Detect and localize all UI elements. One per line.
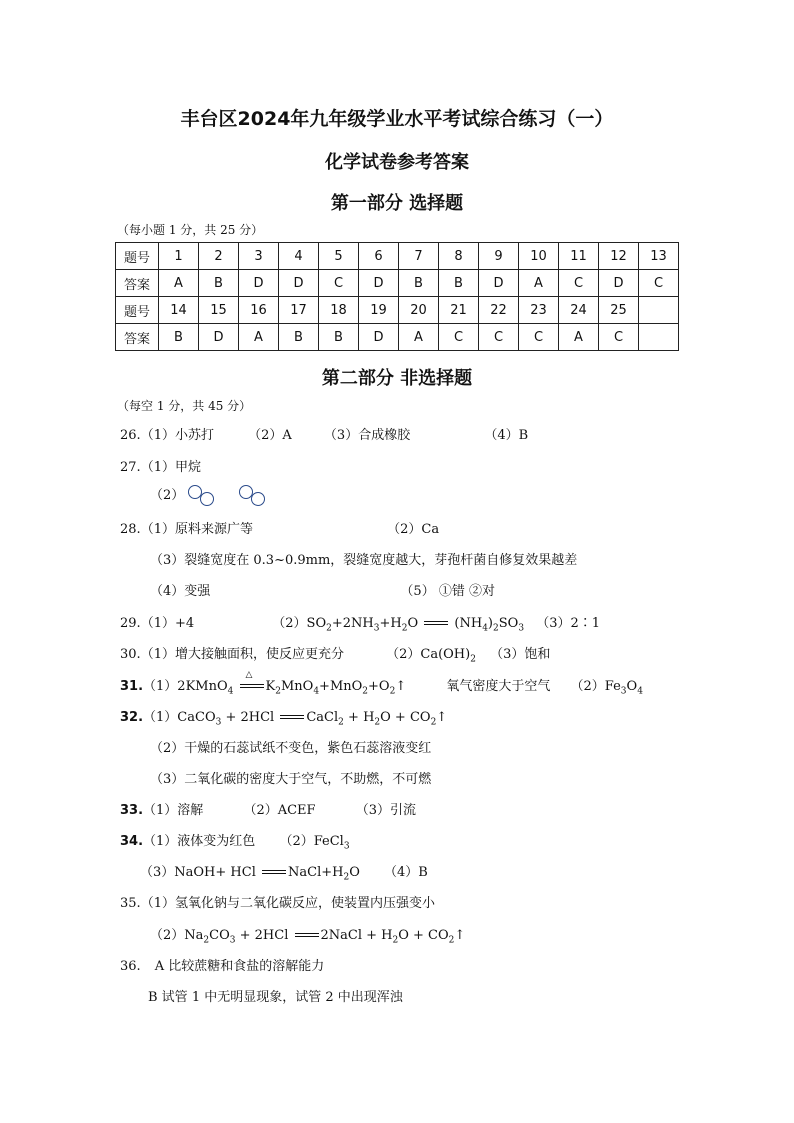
- table-row: [116, 297, 679, 324]
- q35-eq-part: + 2HCl: [235, 928, 293, 943]
- answer-cell: C: [599, 324, 639, 351]
- q32-eq-part: （1）CaCO: [143, 710, 216, 725]
- question-number-cell: 13: [639, 243, 679, 270]
- header-label: 题号: [116, 297, 159, 324]
- q29-eq-part: +2NH: [331, 616, 374, 631]
- equals-sign: [278, 713, 306, 723]
- question-number-cell: 19: [359, 297, 399, 324]
- molecule-icon: [239, 485, 269, 507]
- question-number-cell: 2: [199, 243, 239, 270]
- q28-answer1: （1）原料来源广等: [140, 522, 253, 537]
- q33-line: [120, 799, 416, 818]
- question-number-cell: 5: [319, 243, 359, 270]
- q35-line: [120, 892, 435, 911]
- q34-eq-part: NaCl+H: [288, 865, 344, 880]
- page-title: 丰台区2024年九年级学业水平考试综合练习（一）: [180, 108, 614, 130]
- equals-sign: [238, 669, 266, 692]
- q26-line: [120, 424, 528, 443]
- q32-number: 32.: [120, 710, 144, 725]
- q26-answer4: （4）B: [484, 428, 529, 443]
- subscript: 2: [203, 935, 210, 946]
- q34-line2: [140, 861, 428, 883]
- table-row: [116, 324, 679, 351]
- q35-line2: [150, 924, 465, 946]
- subscript: 3: [620, 686, 627, 697]
- subscript: 2: [275, 686, 281, 697]
- answer-label: 答案: [116, 270, 159, 297]
- subscript: 2: [326, 623, 332, 634]
- answer-cell: D: [239, 270, 279, 297]
- q26-answer2: （2）A: [248, 428, 292, 443]
- q32-line: [120, 706, 447, 728]
- q26-answer3: （3）合成橡胶: [323, 428, 411, 443]
- answer-cell: B: [399, 270, 439, 297]
- question-number-cell: 1: [159, 243, 199, 270]
- q31-eq-part: （1）2KMnO: [143, 679, 228, 694]
- answer-cell: B: [159, 324, 199, 351]
- q35-eq-part: 2NaCl + H: [320, 928, 393, 943]
- question-number-cell: 8: [439, 243, 479, 270]
- subscript: 2: [470, 654, 476, 665]
- q31-eq-part: ↑: [395, 679, 407, 694]
- part1-heading: 第一部分 选择题: [330, 193, 464, 214]
- question-number-cell: 18: [319, 297, 359, 324]
- q29-eq-part: +H: [379, 616, 402, 631]
- q29-eq-part: SO: [498, 616, 519, 631]
- answer-cell: B: [319, 324, 359, 351]
- q30-number: 30.: [120, 647, 141, 662]
- answer-cell: C: [319, 270, 359, 297]
- subscript: 4: [637, 686, 643, 697]
- q34-line: [120, 830, 350, 852]
- subscript: 4: [227, 686, 234, 697]
- subscript: 4: [482, 623, 488, 634]
- table-row: [116, 243, 679, 270]
- question-number-cell: 16: [239, 297, 279, 324]
- equals-sign: [260, 868, 288, 878]
- q36-answer2: B 试管 1 中无明显现象，试管 2 中出现浑浊: [148, 990, 403, 1005]
- q35-eq-part: O + CO: [398, 928, 449, 943]
- answer-cell: B: [439, 270, 479, 297]
- answer-cell: B: [199, 270, 239, 297]
- question-number-cell: 24: [559, 297, 599, 324]
- q34-answer2: （2）FeCl: [279, 834, 344, 849]
- question-number-cell: 3: [239, 243, 279, 270]
- subscript: 2: [430, 717, 437, 728]
- answer-cell: D: [359, 324, 399, 351]
- question-number-cell: 12: [599, 243, 639, 270]
- q31-answer3: （2）Fe: [570, 679, 621, 694]
- q31-eq-part: +MnO: [319, 679, 363, 694]
- answer-cell: C: [519, 324, 559, 351]
- subscript: 3: [343, 841, 350, 852]
- answer-cell: A: [559, 324, 599, 351]
- q27-answer1: （1）甲烷: [140, 460, 201, 475]
- q34-answer1: （1）液体变为红色: [143, 834, 256, 849]
- subscript: 4: [313, 686, 320, 697]
- question-number-cell: [639, 297, 679, 324]
- part2-note: （每空 1 分，共 45 分）: [117, 399, 252, 413]
- subscript: 2: [401, 623, 408, 634]
- q29-answer1: （1）+4: [140, 616, 195, 631]
- q31-eq-part: K: [265, 679, 276, 694]
- question-number-cell: 4: [279, 243, 319, 270]
- q34-number: 34.: [120, 834, 144, 849]
- question-number-cell: 15: [199, 297, 239, 324]
- q32-answer3: （3）二氧化碳的密度大于空气，不助燃，不可燃: [150, 772, 432, 787]
- answer-cell: A: [159, 270, 199, 297]
- q29-eq-part: ): [487, 616, 493, 631]
- q35-eq-part: （2）Na: [150, 928, 204, 943]
- answer-cell: A: [519, 270, 559, 297]
- equals-sign: [422, 619, 450, 629]
- subscript: 2: [338, 717, 344, 728]
- question-number-cell: 17: [279, 297, 319, 324]
- molecule-icon: [188, 485, 218, 507]
- answer-cell: D: [599, 270, 639, 297]
- answer-cell: A: [399, 324, 439, 351]
- q32-eq-part: ↑: [436, 710, 448, 725]
- q33-number: 33.: [120, 803, 144, 818]
- answer-cell: D: [279, 270, 319, 297]
- subscript: 2: [374, 717, 381, 728]
- question-number-cell: 6: [359, 243, 399, 270]
- subscript: 3: [215, 717, 222, 728]
- question-number-cell: 9: [479, 243, 519, 270]
- q35-eq-part: CO: [209, 928, 230, 943]
- q26-number: 26.: [120, 428, 141, 443]
- q28-answer2: （2）Ca: [387, 522, 440, 537]
- header-label: 题号: [116, 243, 159, 270]
- answer-table: [115, 242, 679, 351]
- q29-line: [120, 612, 600, 634]
- heat-symbol: △: [245, 669, 253, 680]
- question-number-cell: 7: [399, 243, 439, 270]
- answer-cell: [639, 324, 679, 351]
- q30-answer2: （2）Ca(OH): [386, 647, 471, 662]
- q29-eq-part: (NH: [454, 616, 483, 631]
- q36-number: 36.: [120, 959, 141, 974]
- question-number-cell: 20: [399, 297, 439, 324]
- q33-answer1: （1）溶解: [143, 803, 204, 818]
- answer-cell: A: [239, 324, 279, 351]
- q33-answer3: （3）引流: [355, 803, 416, 818]
- q32-eq-part: + H: [343, 710, 375, 725]
- q29-answer3: （3）2∶1: [536, 616, 601, 631]
- answer-label: 答案: [116, 324, 159, 351]
- q32-eq-part: + 2HCl: [221, 710, 279, 725]
- q27-answer2: （2）: [150, 488, 185, 503]
- q31-answer2: 氧气密度大于空气: [446, 679, 551, 694]
- q32-answer2: （2）干燥的石蕊试纸不变色，紫色石蕊溶液变红: [150, 741, 432, 756]
- answer-cell: B: [279, 324, 319, 351]
- question-number-cell: 25: [599, 297, 639, 324]
- subscript: 2: [389, 686, 396, 697]
- q30-line: [120, 643, 550, 665]
- q29-eq-part: O: [407, 616, 419, 631]
- q28-answer4: （4）变强: [150, 584, 211, 599]
- q31-line: [120, 669, 643, 697]
- answer-cell: D: [479, 270, 519, 297]
- q31-eq-part: +O: [368, 679, 390, 694]
- subscript: 2: [493, 623, 499, 634]
- subscript: 2: [343, 872, 350, 883]
- q26-answer1: （1）小苏打: [140, 428, 214, 443]
- q28-number: 28.: [120, 522, 141, 537]
- q33-answer2: （2）ACEF: [243, 803, 316, 818]
- subscript: 3: [373, 623, 380, 634]
- q29-eq-part: （2）SO: [272, 616, 327, 631]
- q32-eq-part: O + CO: [380, 710, 431, 725]
- subscript: 3: [229, 935, 236, 946]
- question-number-cell: 10: [519, 243, 559, 270]
- answer-cell: C: [639, 270, 679, 297]
- q28-answer5: （5） ①错 ②对: [400, 584, 495, 599]
- q34-eq-part: （3）NaOH+ HCl: [140, 865, 260, 880]
- subscript: 3: [518, 623, 525, 634]
- subscript: 2: [448, 935, 455, 946]
- q30-answer3: （3）饱和: [490, 647, 551, 662]
- q30-answer1: （1）增大接触面积，使反应更充分: [140, 647, 344, 662]
- answer-cell: C: [479, 324, 519, 351]
- question-number-cell: 14: [159, 297, 199, 324]
- q29-number: 29.: [120, 616, 141, 631]
- q27-line2: [150, 484, 269, 507]
- answer-cell: C: [559, 270, 599, 297]
- question-number-cell: 22: [479, 297, 519, 324]
- subscript: 2: [362, 686, 369, 697]
- question-number-cell: 21: [439, 297, 479, 324]
- equals-sign: [293, 931, 321, 941]
- table-row: [116, 270, 679, 297]
- q31-eq-part: MnO: [280, 679, 314, 694]
- q28-line: [120, 518, 439, 537]
- question-number-cell: 23: [519, 297, 559, 324]
- q31-number: 31.: [120, 679, 144, 694]
- q27-line: [120, 456, 201, 475]
- q28-line4: [150, 580, 495, 599]
- question-number-cell: 11: [559, 243, 599, 270]
- part2-heading: 第二部分 非选择题: [321, 368, 473, 389]
- q34-eq-part: O: [349, 865, 360, 880]
- subscript: 2: [392, 935, 399, 946]
- q28-answer3: （3）裂缝宽度在 0.3~0.9mm，裂缝宽度越大，芽孢杆菌自修复效果越差: [150, 553, 578, 568]
- q35-answer1: （1）氢氧化钠与二氧化碳反应，使装置内压强变小: [140, 896, 435, 911]
- q34-answer4: （4）B: [384, 865, 428, 880]
- q36-answer1: A 比较蔗糖和食盐的溶解能力: [154, 959, 325, 974]
- page-subtitle: 化学试卷参考答案: [325, 152, 469, 173]
- answer-cell: C: [439, 324, 479, 351]
- q36-line: [120, 955, 324, 974]
- q31-answer3-part: O: [626, 679, 638, 694]
- part1-note: （每小题 1 分，共 25 分）: [117, 223, 264, 237]
- answer-cell: D: [359, 270, 399, 297]
- q32-eq-part: CaCl: [306, 710, 339, 725]
- answer-cell: D: [199, 324, 239, 351]
- q27-number: 27.: [120, 460, 141, 475]
- q35-number: 35.: [120, 896, 141, 911]
- q35-eq-part: ↑: [454, 928, 466, 943]
